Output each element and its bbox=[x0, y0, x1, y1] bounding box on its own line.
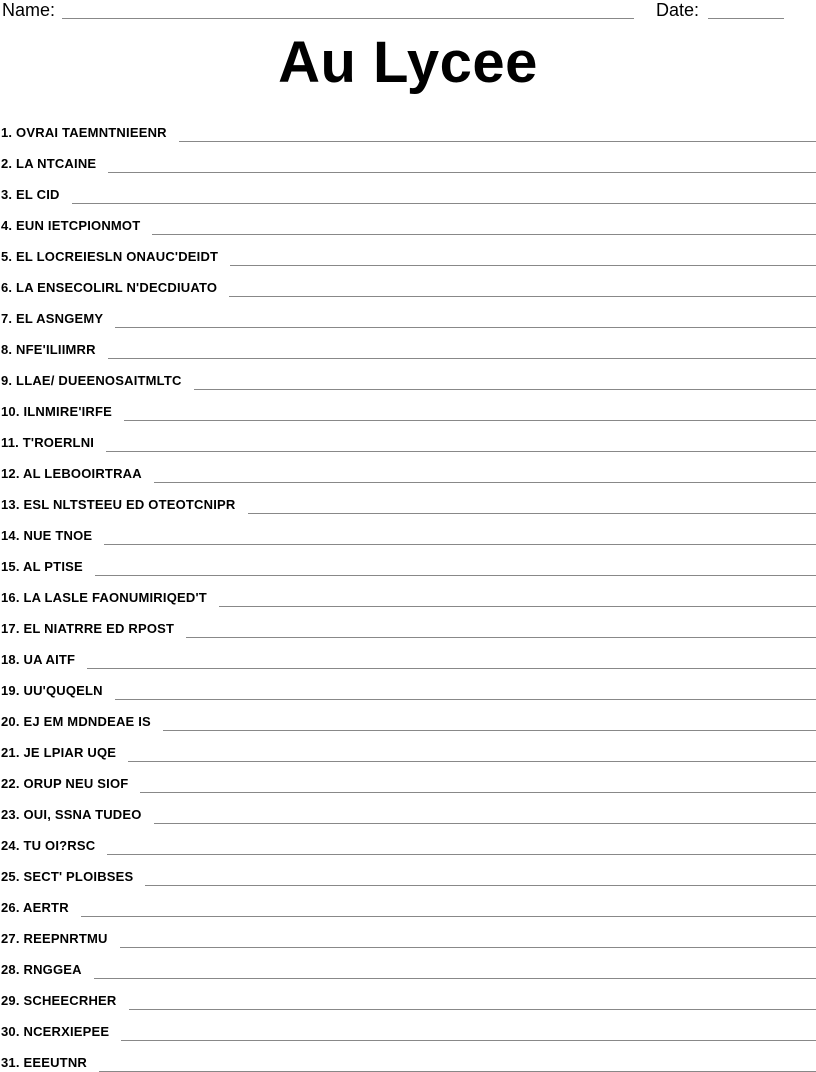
name-answer-line[interactable] bbox=[62, 18, 634, 19]
scrambled-word-label: 7. EL ASNGEMY bbox=[0, 310, 103, 328]
list-item bbox=[0, 173, 816, 204]
scrambled-word-label: 21. JE LPIAR UQE bbox=[0, 744, 116, 762]
list-item bbox=[0, 235, 816, 266]
header-row bbox=[0, 0, 816, 24]
scrambled-word-label: 13. ESL NLTSTEEU ED OTEOTCNIPR bbox=[0, 496, 236, 514]
date-answer-line[interactable] bbox=[708, 18, 784, 19]
answer-line[interactable] bbox=[104, 543, 816, 545]
answer-line[interactable] bbox=[120, 946, 816, 948]
worksheet-title: Au Lycee bbox=[0, 28, 816, 98]
answer-line[interactable] bbox=[87, 667, 816, 669]
scrambled-word-label: 5. EL LOCREIESLN ONAUC'DEIDT bbox=[0, 248, 218, 266]
scrambled-word-label: 20. EJ EM MDNDEAE IS bbox=[0, 713, 151, 731]
answer-line[interactable] bbox=[145, 884, 816, 886]
answer-line[interactable] bbox=[94, 977, 816, 979]
list-item bbox=[0, 607, 816, 638]
scrambled-word-label: 27. REEPNRTMU bbox=[0, 930, 108, 948]
scrambled-word-label: 26. AERTR bbox=[0, 899, 69, 917]
scrambled-word-label: 23. OUI, SSNA TUDEO bbox=[0, 806, 142, 824]
scrambled-word-label: 8. NFE'ILIIMRR bbox=[0, 341, 96, 359]
scrambled-word-label: 9. LLAE/ DUEENOSAITMLTC bbox=[0, 372, 182, 390]
list-item bbox=[0, 421, 816, 452]
answer-line[interactable] bbox=[248, 512, 816, 514]
list-item bbox=[0, 948, 816, 979]
list-item bbox=[0, 762, 816, 793]
name-label: Name: bbox=[2, 0, 55, 21]
scrambled-word-label: 11. T'ROERLNI bbox=[0, 434, 94, 452]
list-item bbox=[0, 638, 816, 669]
list-item bbox=[0, 1041, 816, 1072]
list-item bbox=[0, 142, 816, 173]
list-item bbox=[0, 297, 816, 328]
answer-line[interactable] bbox=[121, 1039, 816, 1041]
answer-line[interactable] bbox=[124, 419, 816, 421]
answer-line[interactable] bbox=[179, 140, 816, 142]
answer-line[interactable] bbox=[107, 853, 816, 855]
scrambled-word-label: 31. EEEUTNR bbox=[0, 1054, 87, 1072]
scrambled-word-list bbox=[0, 111, 816, 1072]
answer-line[interactable] bbox=[115, 698, 816, 700]
list-item bbox=[0, 328, 816, 359]
list-item bbox=[0, 111, 816, 142]
list-item bbox=[0, 731, 816, 762]
scrambled-word-label: 18. UA AITF bbox=[0, 651, 75, 669]
list-item bbox=[0, 700, 816, 731]
scrambled-word-label: 16. LA LASLE FAONUMIRIQED'T bbox=[0, 589, 207, 607]
answer-line[interactable] bbox=[163, 729, 816, 731]
list-item bbox=[0, 886, 816, 917]
scrambled-word-label: 4. EUN IETCPIONMOT bbox=[0, 217, 140, 235]
list-item bbox=[0, 917, 816, 948]
list-item bbox=[0, 576, 816, 607]
scrambled-word-label: 6. LA ENSECOLIRL N'DECDIUATO bbox=[0, 279, 217, 297]
answer-line[interactable] bbox=[154, 481, 816, 483]
list-item bbox=[0, 390, 816, 421]
list-item bbox=[0, 204, 816, 235]
scrambled-word-label: 24. TU OI?RSC bbox=[0, 837, 95, 855]
scrambled-word-label: 30. NCERXIEPEE bbox=[0, 1023, 109, 1041]
scrambled-word-label: 22. ORUP NEU SIOF bbox=[0, 775, 128, 793]
answer-line[interactable] bbox=[81, 915, 816, 917]
scrambled-word-label: 12. AL LEBOOIRTRAA bbox=[0, 465, 142, 483]
list-item bbox=[0, 1010, 816, 1041]
scrambled-word-label: 1. OVRAI TAEMNTNIEENR bbox=[0, 124, 167, 142]
answer-line[interactable] bbox=[219, 605, 816, 607]
scrambled-word-label: 29. SCHEECRHER bbox=[0, 992, 117, 1010]
answer-line[interactable] bbox=[152, 233, 816, 235]
answer-line[interactable] bbox=[129, 1008, 816, 1010]
list-item bbox=[0, 669, 816, 700]
list-item bbox=[0, 793, 816, 824]
answer-line[interactable] bbox=[128, 760, 816, 762]
scrambled-word-label: 17. EL NIATRRE ED RPOST bbox=[0, 620, 174, 638]
list-item bbox=[0, 359, 816, 390]
answer-line[interactable] bbox=[106, 450, 816, 452]
date-label: Date: bbox=[656, 0, 699, 21]
list-item bbox=[0, 483, 816, 514]
list-item bbox=[0, 979, 816, 1010]
list-item bbox=[0, 514, 816, 545]
scrambled-word-label: 14. NUE TNOE bbox=[0, 527, 92, 545]
scrambled-word-label: 10. ILNMIRE'IRFE bbox=[0, 403, 112, 421]
scrambled-word-label: 19. UU'QUQELN bbox=[0, 682, 103, 700]
answer-line[interactable] bbox=[229, 295, 816, 297]
list-item bbox=[0, 452, 816, 483]
answer-line[interactable] bbox=[108, 171, 816, 173]
list-item bbox=[0, 855, 816, 886]
answer-line[interactable] bbox=[108, 357, 816, 359]
answer-line[interactable] bbox=[115, 326, 816, 328]
scrambled-word-label: 25. SECT' PLOIBSES bbox=[0, 868, 133, 886]
answer-line[interactable] bbox=[186, 636, 816, 638]
scrambled-word-label: 28. RNGGEA bbox=[0, 961, 82, 979]
answer-line[interactable] bbox=[154, 822, 816, 824]
answer-line[interactable] bbox=[140, 791, 816, 793]
list-item bbox=[0, 545, 816, 576]
answer-line[interactable] bbox=[95, 574, 816, 576]
scrambled-word-label: 2. LA NTCAINE bbox=[0, 155, 96, 173]
answer-line[interactable] bbox=[194, 388, 816, 390]
scrambled-word-label: 15. AL PTISE bbox=[0, 558, 83, 576]
answer-line[interactable] bbox=[230, 264, 816, 266]
list-item bbox=[0, 266, 816, 297]
answer-line[interactable] bbox=[72, 202, 816, 204]
list-item bbox=[0, 824, 816, 855]
scrambled-word-label: 3. EL CID bbox=[0, 186, 60, 204]
